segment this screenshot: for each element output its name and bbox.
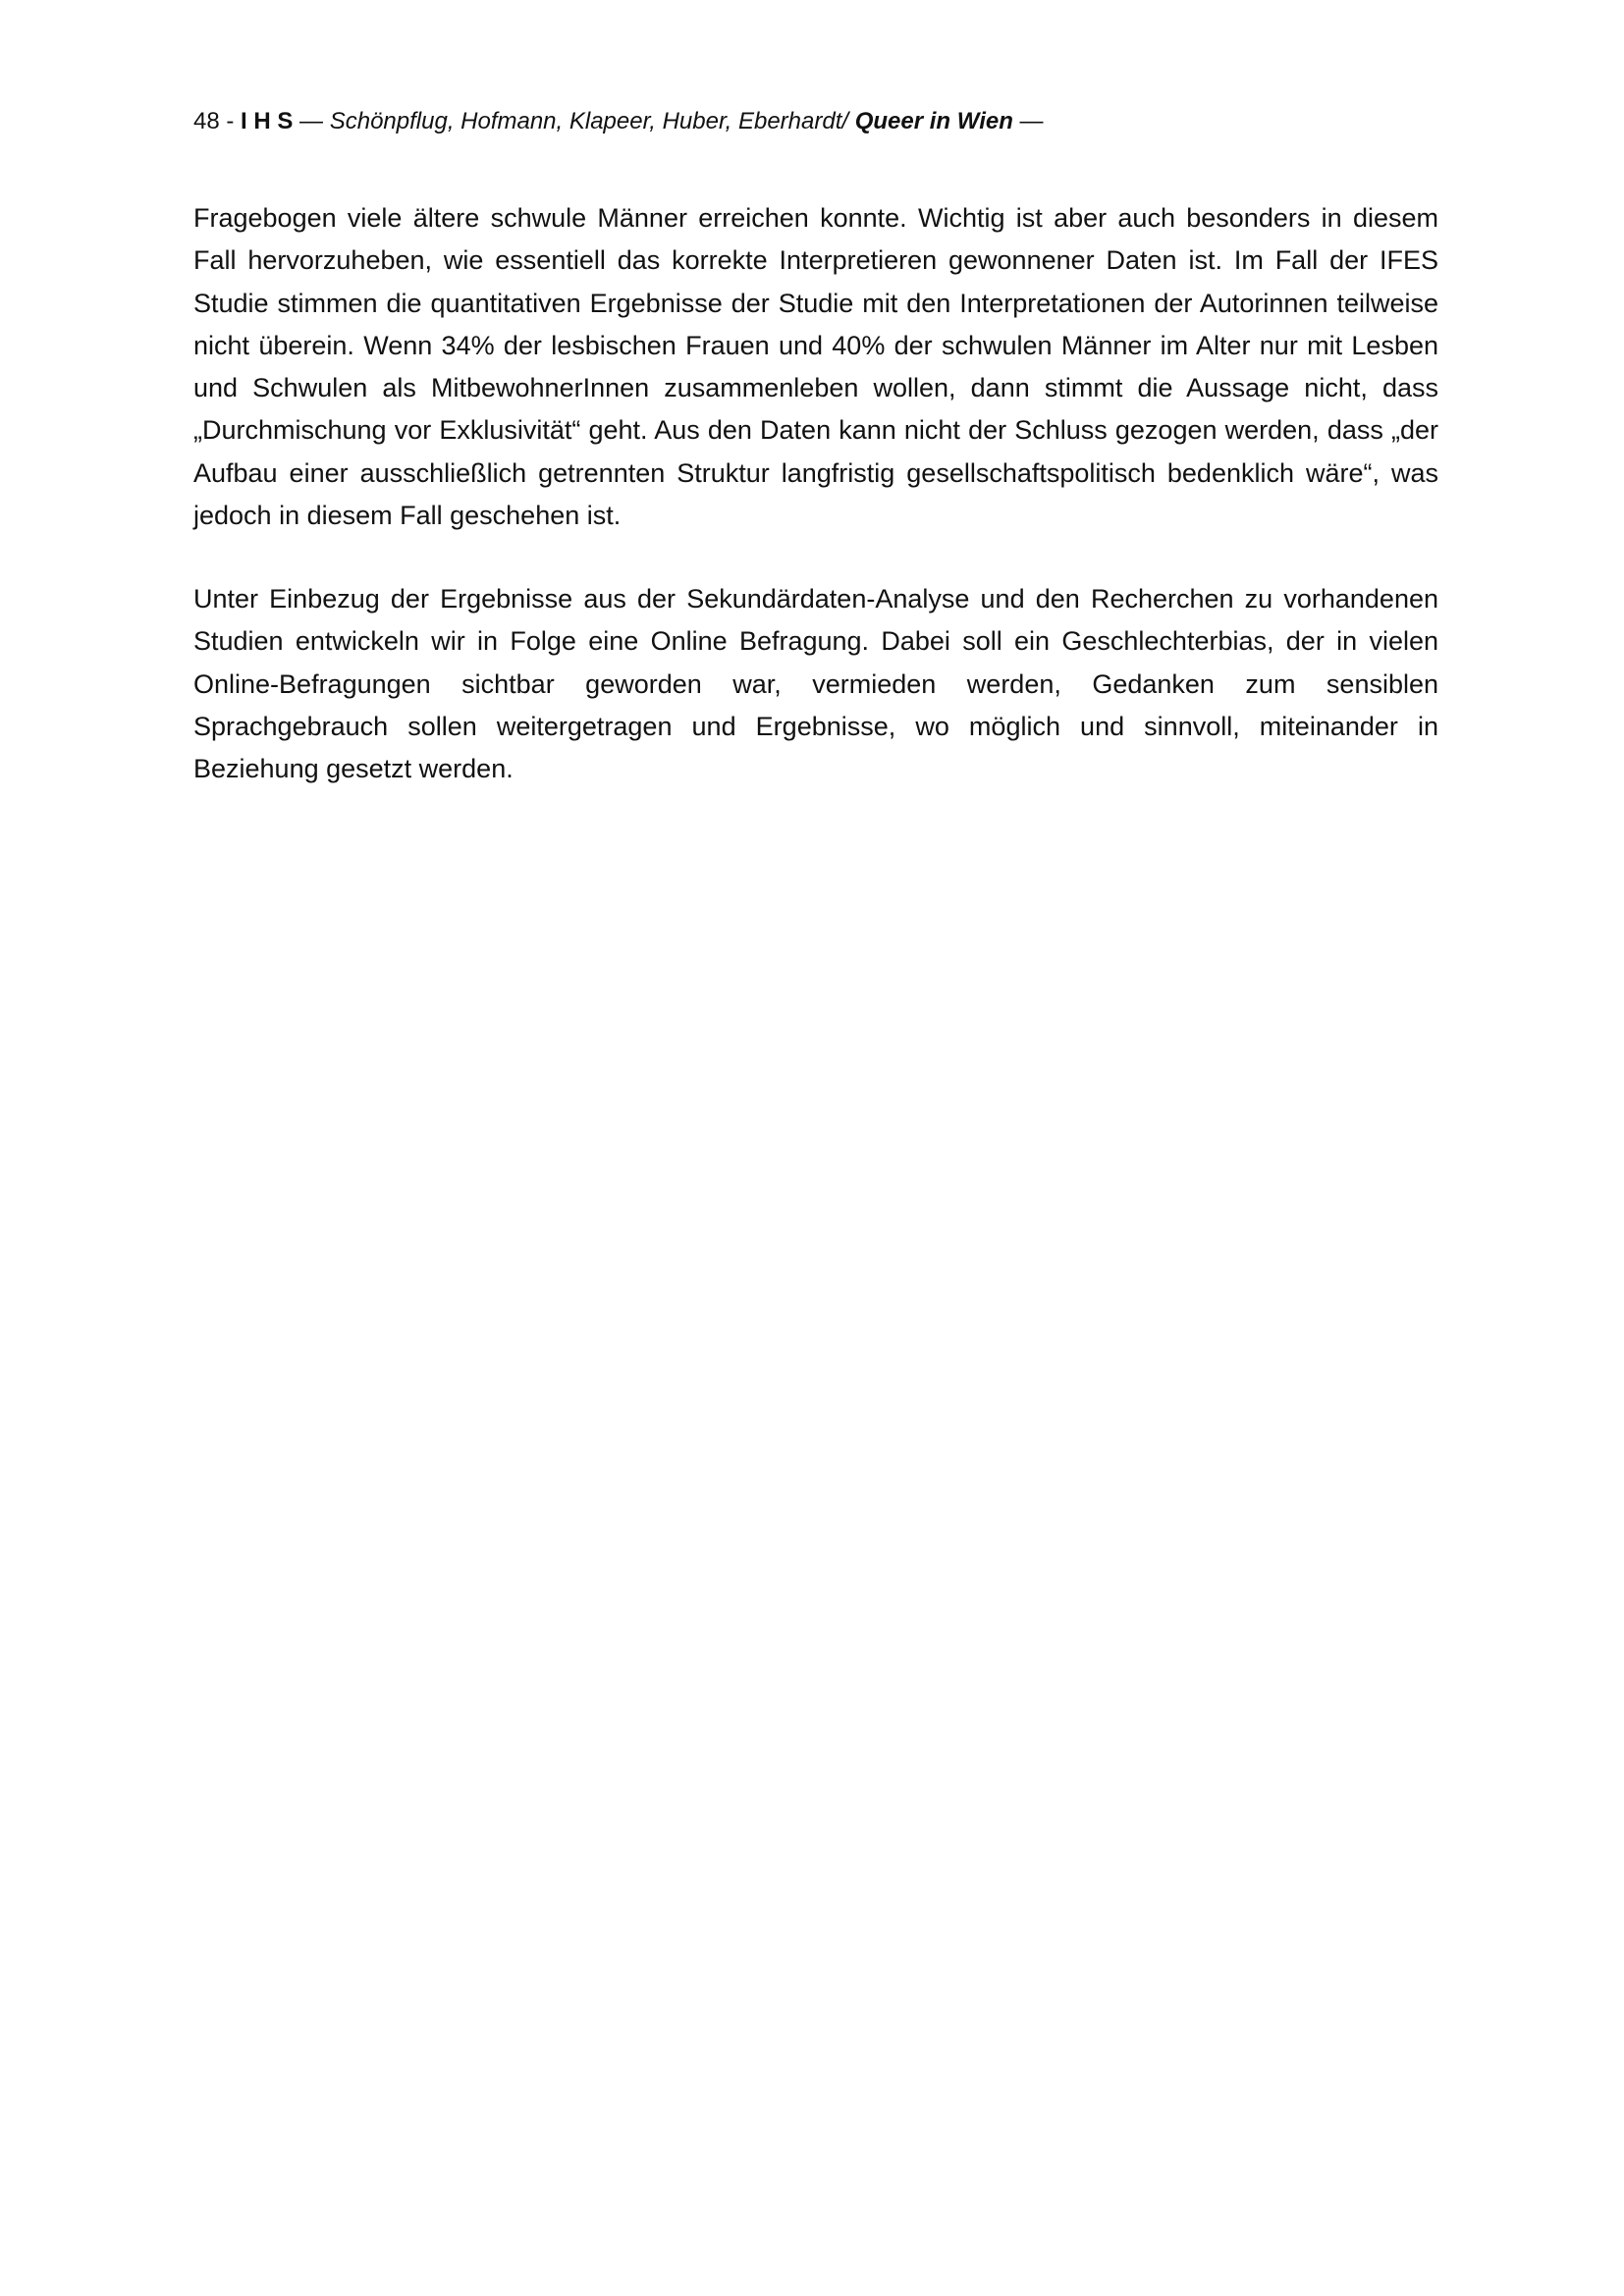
page-number: 48 <box>193 108 220 134</box>
running-header <box>193 106 1440 137</box>
body-paragraph-1: Fragebogen viele ältere schwule Männer erreichen konnte. Wichtig ist aber auch besonders in diesem Fall hervorzuheben, wie essentiell das korrekte Interpretieren gewonnener Daten ist. Im Fall der IFES Studie stimmen die quantitativen Ergebnisse der Studie mit den Interpretationen der Autorinnen teilweise nicht überein. Wenn 34% der lesbischen Frauen und 40% der schwulen Männer im Alter nur mit Lesben und Schwulen als MitbewohnerInnen zusammenleben wollen, dann stimmt die Aussage nicht, dass „Durchmischung vor Exklusivität“ geht. Aus den Daten kann nicht der Schluss gezogen werden, dass „der Aufbau einer ausschließlich getrennten Struktur langfristig gesellschaftspolitisch bedenklich wäre“, was jedoch in diesem Fall geschehen ist. <box>193 203 1438 531</box>
header-title: Queer in Wien <box>854 108 1013 134</box>
header-authors: Schönpflug, Hofmann, Klapeer, Huber, Eberhardt/ <box>329 108 849 134</box>
header-institute: I H S <box>241 108 294 134</box>
header-space <box>848 108 855 134</box>
header-dash-1: — <box>293 108 330 134</box>
header-separator: - <box>219 108 242 134</box>
body-paragraph-2: Unter Einbezug der Ergebnisse aus der Sekundärdaten-Analyse und den Recherchen zu vorhandenen Studien entwickeln wir in Folge eine Online Befragung. Dabei soll ein Geschlechterbias, der in vielen Online-Befragungen sichtbar geworden war, vermieden werden, Gedanken zum sensiblen Sprachgebrauch sollen weitergetragen und Ergebnisse, wo möglich und sinnvoll, miteinander in Beziehung gesetzt werden. <box>193 584 1438 784</box>
header-dash-2: — <box>1012 108 1044 134</box>
